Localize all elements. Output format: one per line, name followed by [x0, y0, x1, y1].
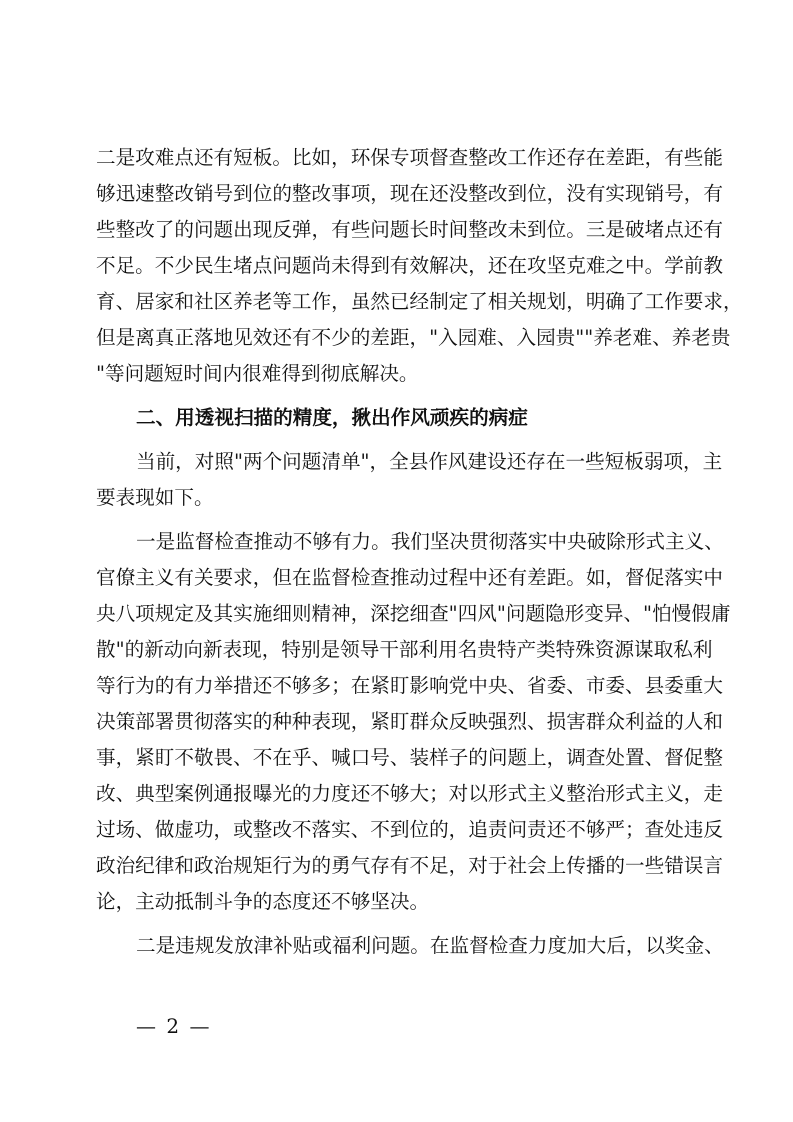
text-line: 不足。不少民生堵点问题尚未得到有效解决，还在攻坚克难之中。学前教: [96, 254, 723, 277]
text-line: 当前，对照"两个问题清单"，全县作风建设还存在一些短板弱项，主: [136, 450, 723, 473]
text-line: 过场、做虚功，或整改不落实、不到位的，追责问责还不够严；查处违反: [96, 818, 723, 841]
section-heading: [96, 400, 702, 436]
text-line: 够迅速整改销号到位的整改事项，现在还没整改到位，没有实现销号，有: [96, 182, 723, 205]
text-line: 二、用透视扫描的精度，揪出作风顽疾的病症: [136, 406, 528, 429]
page-number: — 2 —: [136, 1014, 212, 1038]
text-line: 央八项规定及其实施细则精神，深挖细查"四风"问题隐形变异、"怕慢假庸: [96, 602, 731, 625]
text-line: 二是违规发放津补贴或福利问题。在监督检查力度加大后，以奖金、: [136, 934, 724, 957]
text-line: 等行为的有力举措还不够多；在紧盯影响党中央、省委、市委、县委重大: [96, 674, 723, 697]
document-body: [96, 140, 743, 972]
paragraph: [96, 444, 723, 516]
text-line: 些整改了的问题出现反弹，有些问题长时间整改未到位。三是破堵点还有: [96, 218, 723, 241]
text-line: 论，主动抵制斗争的态度还不够坚决。: [96, 890, 430, 913]
text-line: 二是攻难点还有短板。比如，环保专项督查整改工作还存在差距，有些能: [96, 146, 723, 169]
paragraph: [96, 524, 731, 920]
text-line: 事，紧盯不敬畏、不在乎、喊口号、装样子的问题上，调查处置、督促整: [96, 746, 723, 769]
paragraph: [96, 928, 724, 964]
text-line: 政治纪律和政治规矩行为的勇气存有不足，对于社会上传播的一些错误言: [96, 854, 723, 877]
text-line: 育、居家和社区养老等工作，虽然已经制定了相关规划，明确了工作要求，: [96, 290, 743, 313]
paragraph: [96, 140, 743, 392]
text-line: 散"的新动向新表现，特别是领导干部利用名贵特产类特殊资源谋取私利: [96, 638, 713, 661]
text-line: 改、典型案例通报曝光的力度还不够大；对以形式主义整治形式主义，走: [96, 782, 723, 805]
text-line: 一是监督检查推动不够有力。我们坚决贯彻落实中央破除形式主义、: [136, 530, 724, 553]
text-line: 要表现如下。: [96, 486, 214, 509]
text-line: 官僚主义有关要求，但在监督检查推动过程中还有差距。如，督促落实中: [96, 566, 723, 589]
text-line: "等问题短时间内很难得到彻底解决。: [96, 362, 419, 385]
text-line: 决策部署贯彻落实的种种表现，紧盯群众反映强烈、损害群众利益的人和: [96, 710, 723, 733]
text-line: 但是离真正落地见效还有不少的差距，"入园难、入园贵""养老难、养老贵: [96, 326, 731, 349]
